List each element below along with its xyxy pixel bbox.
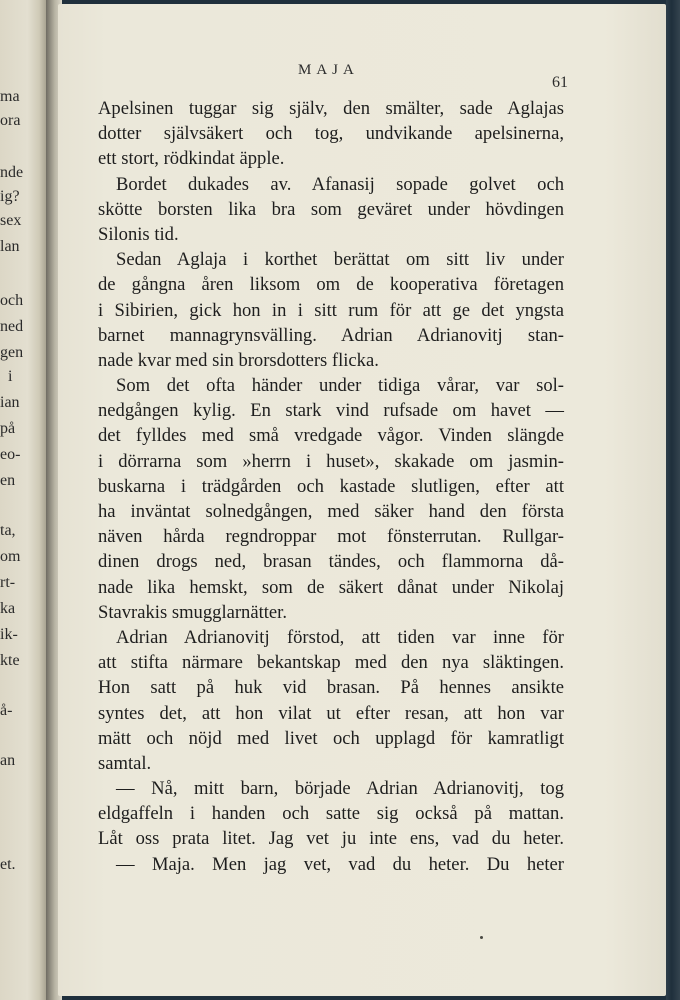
left-page-fragment: på [0, 420, 16, 437]
text-line: att stifta närmare bekantskap med den nya släktingen. [98, 652, 564, 674]
text-line: i Sibirien, gick hon in i sitt rum för att ge det yngsta [98, 299, 564, 321]
text-line: ha inväntat solnedgången, med säker hand den första [98, 501, 564, 522]
text-line: dinen drogs ned, brasan tändes, och flammorna då- [98, 551, 564, 573]
text-line: nade lika hemskt, som de säkert dånat under Nikolaj [98, 576, 564, 598]
text-line: — Maja. Men jag vet, vad du heter. Du heter [116, 853, 564, 875]
text-line: det fylldes med små vredgade vågor. Vinden slängde [98, 425, 564, 447]
text-line: — Nå, mitt barn, började Adrian Adrianovitj, tog [116, 778, 564, 800]
left-page-fragment: i [8, 368, 13, 385]
text-line: nedgången kylig. En stark vind rufsade om havet — [98, 400, 564, 422]
left-page-fragment: an [0, 752, 16, 769]
text-line: Adrian Adrianovitj förstod, att tiden var inne för [116, 626, 564, 648]
text-line: barnet mannagrynsvälling. Adrian Adrianovitj stan- [98, 324, 564, 346]
left-page-fragment: eo- [0, 446, 21, 463]
left-page-fragment: sex [0, 212, 22, 229]
text-line: i dörrarna som »herrn i huset», skakade om jasmin- [98, 450, 564, 472]
book-page [58, 4, 666, 996]
paper-speck [480, 936, 483, 939]
left-page-fragment: lan [0, 238, 20, 255]
text-line: Låt oss prata litet. Jag vet ju inte ens, vad du heter. [98, 828, 564, 850]
left-page-fragment: ig? [0, 188, 20, 205]
left-page-edge [0, 0, 46, 1000]
left-page-fragment: och [0, 292, 24, 309]
text-line: näven hårda regndroppar mot fönsterrutan. Rullgar- [98, 526, 564, 548]
text-line: Som det ofta händer under tidiga vårar, var sol- [116, 375, 564, 397]
text-line: Bordet dukades av. Afanasij sopade golvet och [116, 173, 564, 195]
left-page-fragment: ma [0, 88, 20, 105]
text-line: Sedan Aglaja i korthet berättat om sitt liv under [116, 249, 564, 271]
text-line: nade kvar med sin brorsdotters flicka. [98, 349, 379, 371]
text-line: eldgaffeln i handen och satte sig också på mattan. [98, 803, 564, 825]
page-edges [666, 0, 680, 1000]
left-page-fragment: ned [0, 318, 24, 335]
left-page-fragment: ian [0, 394, 20, 411]
text-line: syntes det, att hon vilat ut efter resan, att hon var [98, 702, 564, 724]
left-page-fragment: gen [0, 344, 24, 361]
text-line: ett stort, rödkindat äpple. [98, 148, 285, 170]
text-line: mätt och nöjd med livet och upplagd för kamratligt [98, 727, 564, 749]
left-page-fragment: kte [0, 652, 20, 669]
left-page-fragment: å- [0, 702, 13, 719]
text-line: samtal. [98, 752, 152, 774]
left-page-fragment: ora [0, 112, 21, 129]
text-line: Silonis tid. [98, 223, 179, 245]
text-line: Apelsinen tuggar sig själv, den smälter, sade Aglajas [98, 98, 564, 119]
text-line: skötte borsten lika bra som geväret under hövdingen [98, 198, 564, 220]
left-page-fragment: en [0, 472, 16, 489]
running-head: MAJA [298, 62, 359, 78]
page-number: 61 [552, 74, 568, 91]
left-page-fragment: om [0, 548, 21, 565]
left-page-fragment: ik- [0, 626, 18, 643]
text-line: Stavrakis smugglarnätter. [98, 601, 287, 623]
body-text [98, 96, 564, 877]
text-line: buskarna i trädgården och kastade slutligen, efter att [98, 475, 564, 497]
left-page-fragment: nde [0, 164, 24, 181]
left-page-fragment: ka [0, 600, 16, 617]
text-line: dotter självsäkert och tog, undvikande apelsinerna, [98, 123, 564, 145]
text-line: Hon satt på huk vid brasan. På hennes ansikte [98, 677, 564, 699]
left-page-fragment: rt- [0, 574, 16, 591]
left-page-fragment: ta, [0, 522, 16, 539]
left-page-fragment: et. [0, 856, 16, 873]
text-line: de gångna åren liksom om de kooperativa företagen [98, 274, 564, 296]
